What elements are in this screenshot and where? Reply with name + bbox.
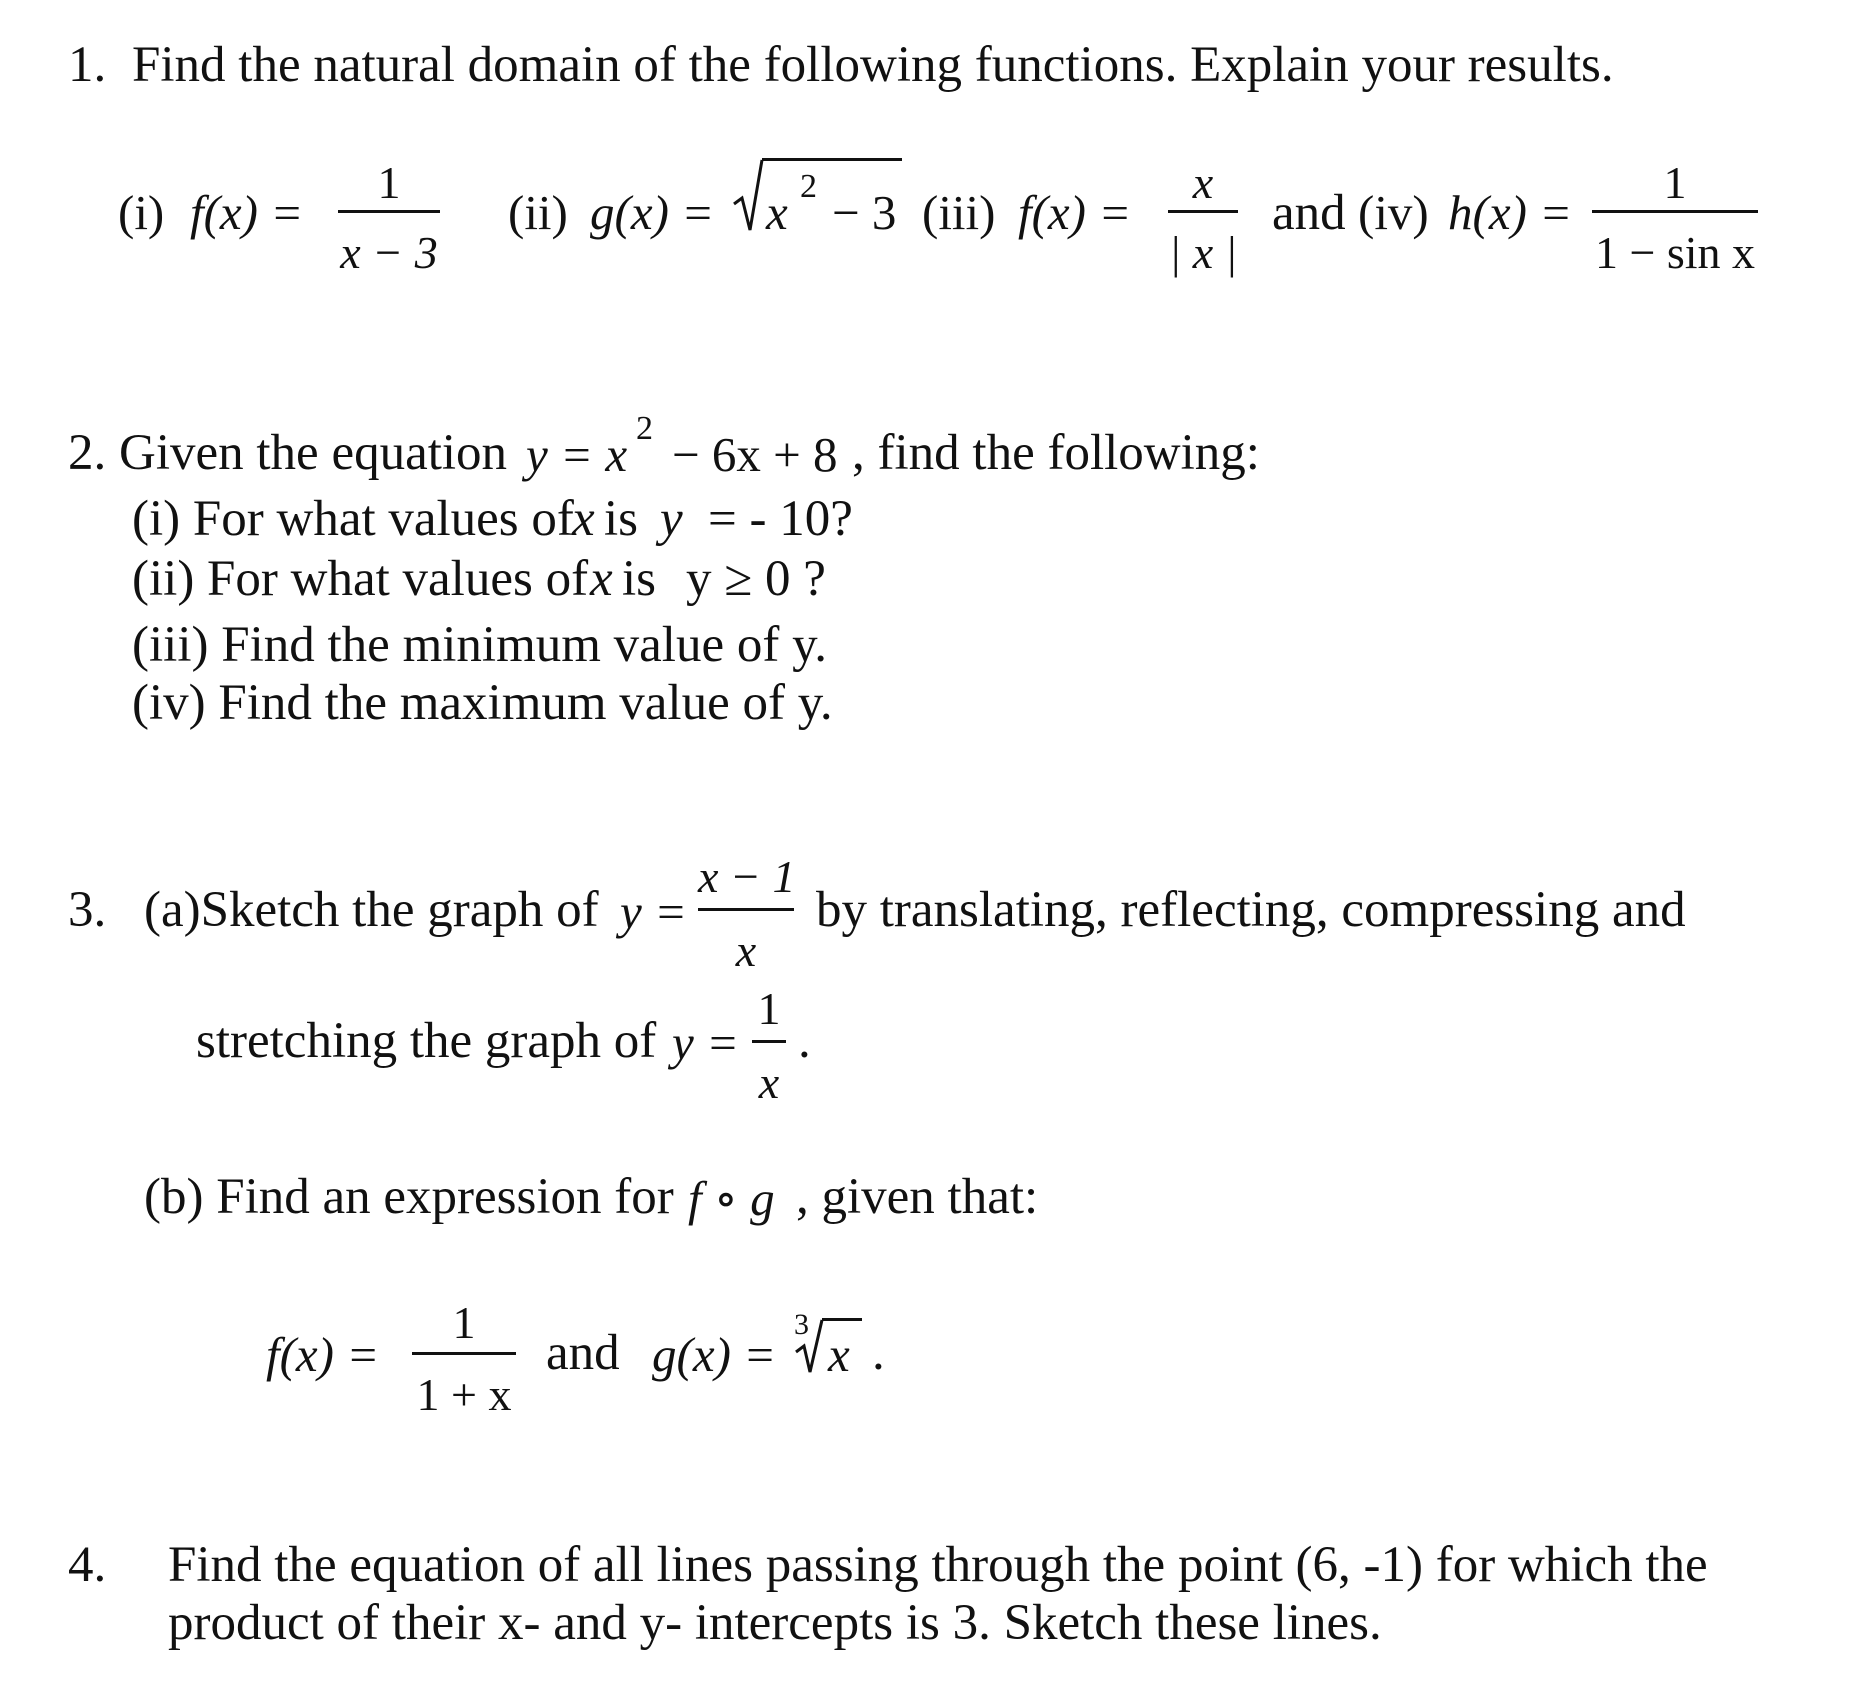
q1-part-i-lhs: f(x) = — [190, 185, 304, 240]
q3-part-b-expr: f ∘ g — [688, 1171, 775, 1226]
q3-f-fraction — [412, 1292, 516, 1420]
q2-part-i-cond: = - 10? — [708, 491, 853, 547]
q1-number: 1. — [68, 37, 107, 93]
q3-part-a-denominator: x — [735, 925, 757, 976]
q3-f-denominator: 1 + x — [416, 1369, 512, 1420]
q2-part-i-y: y — [660, 491, 683, 547]
q1-part-iv-label: (iv) — [1358, 185, 1429, 240]
q1-part-iii-lhs: f(x) = — [1018, 185, 1132, 240]
q1-part-iv-fraction — [1592, 150, 1758, 278]
q4-number: 4. — [68, 1537, 107, 1593]
q2-part-i-var: x — [572, 491, 595, 547]
q1-part-ii-lhs: g(x) = — [590, 185, 715, 240]
q3-g-radicand: x — [828, 1327, 850, 1382]
q4-line-1: Find the equation of all lines passing through the point (6, -1) for which the — [168, 1537, 1708, 1593]
q1-part-ii-radicand-exponent: 2 — [800, 168, 817, 205]
q2-equation-lhs: y = x — [526, 427, 628, 482]
q2-part-iv-text: (iv) Find the maximum value of y. — [132, 675, 833, 731]
q3-f-lhs: f(x) = — [266, 1327, 380, 1382]
q1-part-iv-lhs: h(x) = — [1448, 185, 1573, 240]
q1-part-iii-denominator: | x | — [1168, 227, 1238, 278]
q4-line-2: product of their x- and y- intercepts is 3. Sketch these lines. — [168, 1595, 1382, 1651]
q1-part-iv-denominator: 1 − sin x — [1594, 227, 1756, 278]
q1-and-word: and — [1272, 185, 1346, 241]
q2-part-ii-cond: y ≥ 0 ? — [686, 551, 826, 607]
q3-g-lhs: g(x) = — [652, 1327, 777, 1382]
fraction-bar — [1168, 210, 1238, 213]
q1-part-i-numerator: 1 — [377, 157, 401, 208]
q1-part-iii-label: (iii) — [922, 185, 996, 240]
q3-part-a-numerator: x − 1 — [698, 851, 796, 902]
q2-part-ii-text: (ii) For what values of — [132, 551, 589, 607]
q2-part-ii-var: x — [590, 551, 613, 607]
q3-part-a-lhs: y = — [620, 884, 688, 939]
q1-part-iv-numerator: 1 — [1663, 157, 1687, 208]
q2-equation-exponent: 2 — [636, 410, 653, 447]
q3-part-b-text: (b) Find an expression for — [144, 1169, 674, 1225]
q3-part-a2-text: stretching the graph of — [196, 1013, 657, 1069]
fraction-bar — [752, 1040, 786, 1043]
q1-part-i-label: (i) — [118, 185, 165, 240]
q1-part-ii-radicand-base: x — [766, 185, 788, 240]
q2-tail: , find the following: — [852, 425, 1260, 481]
cube-root-sign-icon — [796, 1318, 822, 1374]
q3-part-a2-lhs: y = — [672, 1015, 740, 1070]
q1-prompt: Find the natural domain of the following functions. Explain your results. — [132, 37, 1614, 93]
q2-part-i-is: is — [604, 491, 639, 547]
q3-part-a2-period: . — [798, 1013, 811, 1069]
fraction-bar — [338, 210, 440, 213]
fraction-bar — [412, 1352, 516, 1355]
q3-g-period: . — [872, 1325, 885, 1381]
q2-part-iii-text: (iii) Find the minimum value of y. — [132, 617, 828, 673]
q3-part-a2-denominator: x — [758, 1057, 780, 1108]
q2-part-i-text: (i) For what values of — [132, 491, 574, 547]
radical-vinculum — [762, 158, 902, 161]
q1-part-i-fraction — [338, 150, 440, 278]
q3-g-root-index: 3 — [794, 1308, 809, 1341]
q3-part-a-text: (a)Sketch the graph of — [144, 882, 599, 938]
q3-and-word: and — [546, 1325, 620, 1381]
q3-part-a-fraction — [698, 851, 796, 976]
q2-part-ii-is: is — [622, 551, 657, 607]
q1-part-iii-numerator: x — [1192, 157, 1214, 208]
q1-part-ii-label: (ii) — [508, 185, 568, 240]
q3-number: 3. — [68, 882, 107, 938]
q2-equation-rest: − 6x + 8 — [672, 427, 838, 482]
radical-sign-icon — [734, 158, 762, 238]
q3-f-numerator: 1 — [452, 1297, 476, 1348]
fraction-bar — [698, 908, 794, 911]
q3-part-a2-numerator: 1 — [757, 983, 781, 1034]
cube-root-vinculum — [822, 1318, 862, 1321]
q1-part-i-denominator: x − 3 — [340, 227, 438, 278]
q3-part-b-tail: , given that: — [796, 1169, 1039, 1225]
q1-part-iii-fraction — [1168, 150, 1238, 278]
q3-part-a-tail: by translating, reflecting, compressing and — [816, 882, 1686, 938]
q1-part-ii-radicand-rest: − 3 — [832, 185, 897, 240]
q3-part-a2-fraction — [752, 983, 786, 1108]
q2-lead: 2. Given the equation — [68, 425, 508, 481]
fraction-bar — [1592, 210, 1758, 213]
